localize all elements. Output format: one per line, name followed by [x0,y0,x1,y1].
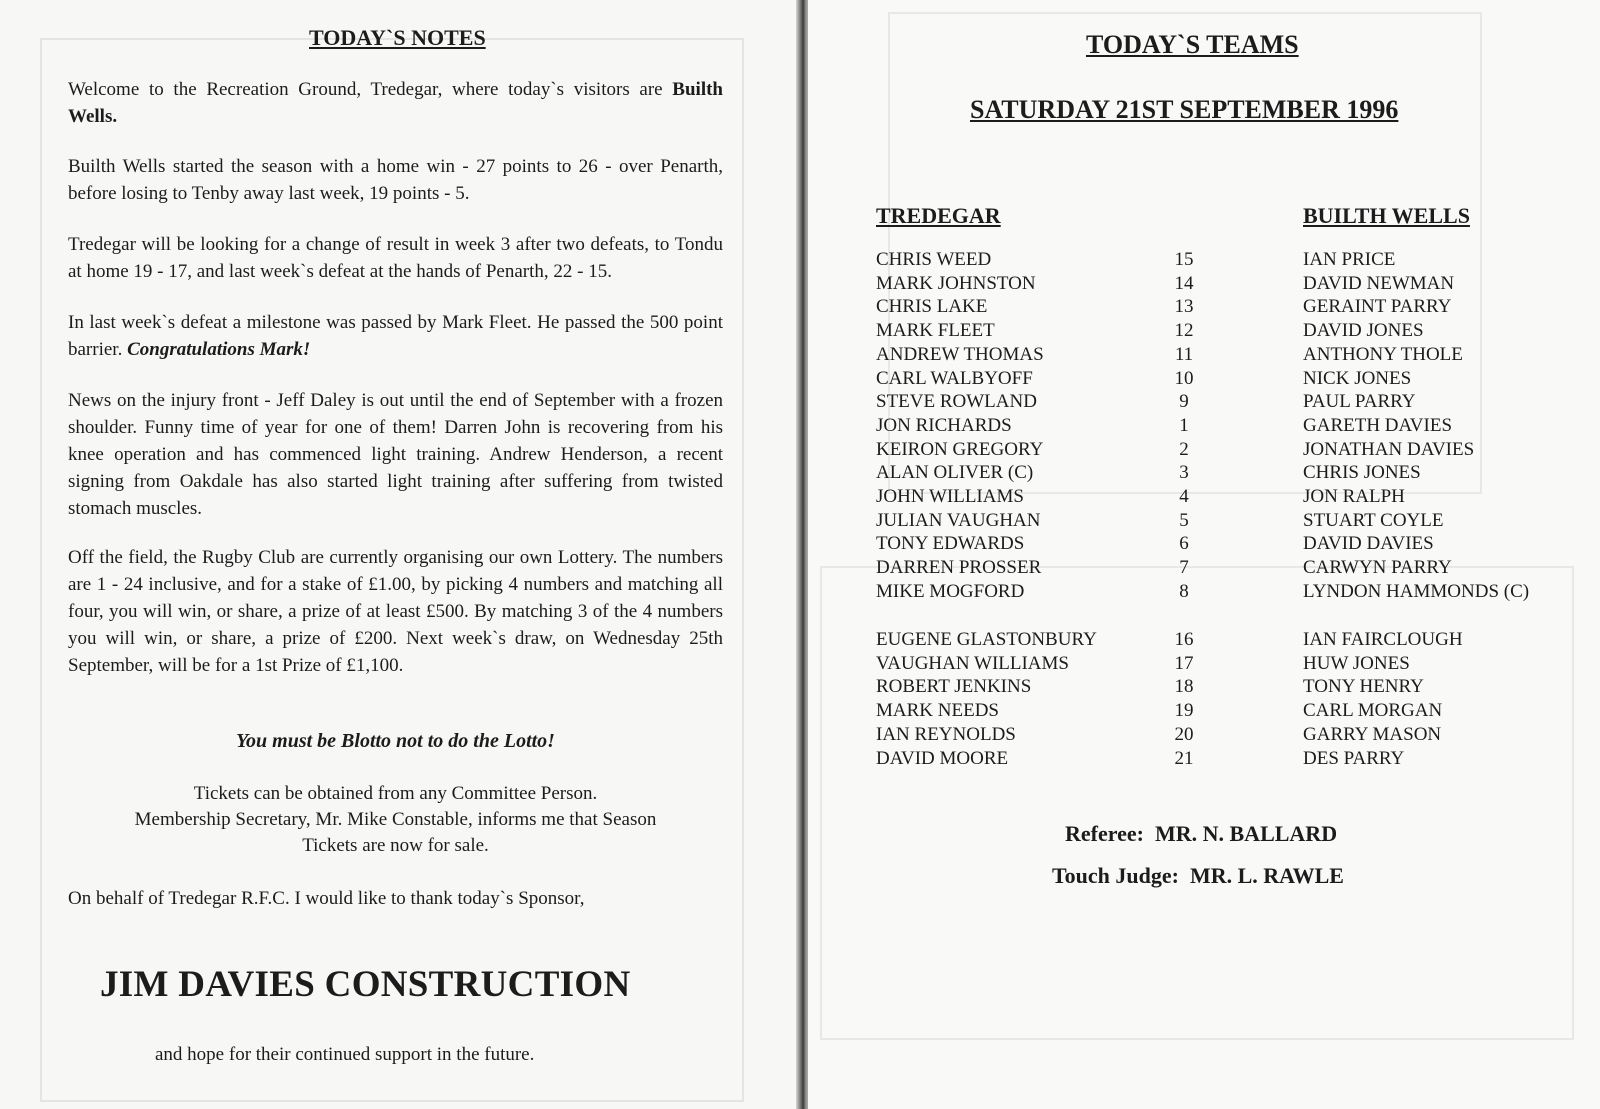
away-player: CARWYN PARRY [1303,557,1452,579]
shirt-number: 18 [1174,676,1194,698]
home-player: TONY EDWARDS [876,533,1025,555]
shirt-number: 1 [1179,414,1189,436]
referee-label: Referee: [1065,821,1144,846]
home-player: MARK NEEDS [876,700,999,722]
away-player: LYNDON HAMMONDS (C) [1303,580,1530,602]
away-player: HUW JONES [1303,652,1410,674]
shirt-number: 17 [1174,652,1194,674]
sponsor-name: JIM DAVIES CONSTRUCTION [100,964,631,1005]
away-player: CARL MORGAN [1303,700,1443,722]
away-player: DAVID JONES [1303,320,1424,342]
touch-judge-line [1052,863,1344,889]
welcome-paragraph [68,76,723,130]
shirt-number: 19 [1174,700,1194,722]
teams-heading: TODAY`S TEAMS [1086,30,1299,59]
shirt-number: 20 [1174,723,1194,745]
shirt-number: 11 [1174,343,1194,365]
shirt-number: 4 [1179,486,1189,507]
away-player: CHRIS JONES [1303,462,1421,484]
shirt-number: 16 [1174,629,1194,650]
match-date: SATURDAY 21ST SEPTEMBER 1996 [970,95,1399,124]
shirt-number: 6 [1179,533,1189,555]
away-player: GARRY MASON [1303,723,1442,745]
referee-line [1065,821,1337,847]
home-player: DAVID MOORE [876,747,1009,769]
home-team-heading: TREDEGAR [876,203,1001,228]
tredegar-paragraph: Tredegar will be looking for a change of result in week 3 after two defeats, to Tondu at home 19 - 17, and last week`s defeat at the hands of Penarth, 22 - 15. [68,234,723,282]
lotto-slogan: You must be Blotto not to do the Lotto! [236,730,555,752]
away-player: STUART COYLE [1303,509,1444,531]
home-player: CHRIS LAKE [876,296,988,318]
away-player: DAVID NEWMAN [1303,272,1455,294]
away-player: TONY HENRY [1303,676,1424,698]
closing-line: and hope for their continued support in the future. [155,1044,535,1065]
away-player: JONATHAN DAVIES [1303,438,1475,460]
home-player: JON RICHARDS [876,414,1012,436]
home-player: CARL WALBYOFF [876,367,1033,389]
home-player: MARK JOHNSTON [876,272,1036,294]
starters-list [876,249,1596,609]
tickets-line-3: Tickets are now for sale. [302,835,489,856]
touch-judge-name: MR. L. RAWLE [1189,863,1344,888]
shirt-number: 8 [1179,580,1189,602]
notes-heading: TODAY`S NOTES [309,25,486,50]
milestone-paragraph [68,309,723,363]
away-player: NICK JONES [1303,367,1412,389]
away-player: IAN PRICE [1303,249,1396,270]
touch-judge-label: Touch Judge: [1052,863,1179,888]
away-player: DAVID DAVIES [1303,533,1434,555]
home-player: JULIAN VAUGHAN [876,509,1041,531]
away-team-heading: BUILTH WELLS [1303,203,1470,228]
lottery-paragraph: Off the field, the Rugby Club are currently organising our own Lottery. The numbers are 1 - 24 inclusive, and for a stake of £1.00, by picking 4 numbers and matching all four, you will win, or share, a prize of at least £500. By matching 3 of the 4 numbers you will win, or share, a prize of £200. Next week`s draw, on Wednesday 25th September, will be for a 1st Prize of £1,100. [68,547,723,676]
home-player: MIKE MOGFORD [876,580,1025,602]
away-player: GERAINT PARRY [1303,296,1452,318]
away-player: JON RALPH [1303,486,1405,507]
home-player: STEVE ROWLAND [876,391,1037,413]
milestone-text: In last week`s defeat a milestone was passed by Mark Fleet. He passed the 500 point barrier. [68,312,723,360]
home-player: ANDREW THOMAS [876,343,1044,365]
replacements-list [876,629,1596,779]
home-player: EUGENE GLASTONBURY [876,629,1097,650]
home-player: VAUGHAN WILLIAMS [876,652,1069,674]
shirt-number: 14 [1174,272,1194,294]
builth-paragraph: Builth Wells started the season with a home win - 27 points to 26 - over Penarth, before losing to Tenby away last week, 19 points - 5. [68,156,723,204]
away-player: PAUL PARRY [1303,391,1416,413]
shirt-number: 10 [1174,367,1194,389]
shirt-number: 3 [1179,462,1189,484]
shirt-number: 12 [1174,320,1194,342]
right-page [808,0,1600,1109]
home-player: KEIRON GREGORY [876,438,1044,460]
thanks-line: On behalf of Tredegar R.F.C. I would like to thank today`s Sponsor, [68,888,585,909]
away-player: GARETH DAVIES [1303,414,1453,436]
shirt-number: 15 [1174,249,1194,270]
shirt-number: 9 [1179,391,1189,413]
home-player: ALAN OLIVER (C) [876,462,1034,484]
congratulations-text: Congratulations Mark! [127,339,311,360]
away-player: ANTHONY THOLE [1303,343,1463,365]
home-player: JOHN WILLIAMS [876,486,1024,507]
welcome-text: Welcome to the Recreation Ground, Tredegar, where today`s visitors are [68,79,673,100]
home-player: CHRIS WEED [876,249,992,270]
injury-paragraph: News on the injury front - Jeff Daley is out until the end of September with a frozen shoulder. Funny time of year for one of them! Darren John is recovering from his knee operation and has commenced light training. Andrew Henderson, a recent signing from Oakdale has also started light training after suffering from twisted stomach muscles. [68,390,723,519]
shirt-number: 13 [1174,296,1194,318]
referee-name: MR. N. BALLARD [1154,821,1338,846]
away-player: DES PARRY [1303,747,1405,769]
home-player: DARREN PROSSER [876,557,1042,579]
home-player: ROBERT JENKINS [876,676,1032,698]
shirt-number: 7 [1179,557,1189,579]
visitors-name: Builth Wells. [68,79,723,127]
shirt-number: 5 [1179,509,1189,531]
away-player: IAN FAIRCLOUGH [1303,629,1463,650]
home-player: MARK FLEET [876,320,995,342]
tickets-line-2: Membership Secretary, Mr. Mike Constable, informs me that Season [134,809,657,830]
tickets-line-1: Tickets can be obtained from any Committee Person. [193,783,598,804]
home-player: IAN REYNOLDS [876,723,1016,745]
shirt-number: 21 [1174,747,1194,769]
shirt-number: 2 [1179,438,1189,460]
